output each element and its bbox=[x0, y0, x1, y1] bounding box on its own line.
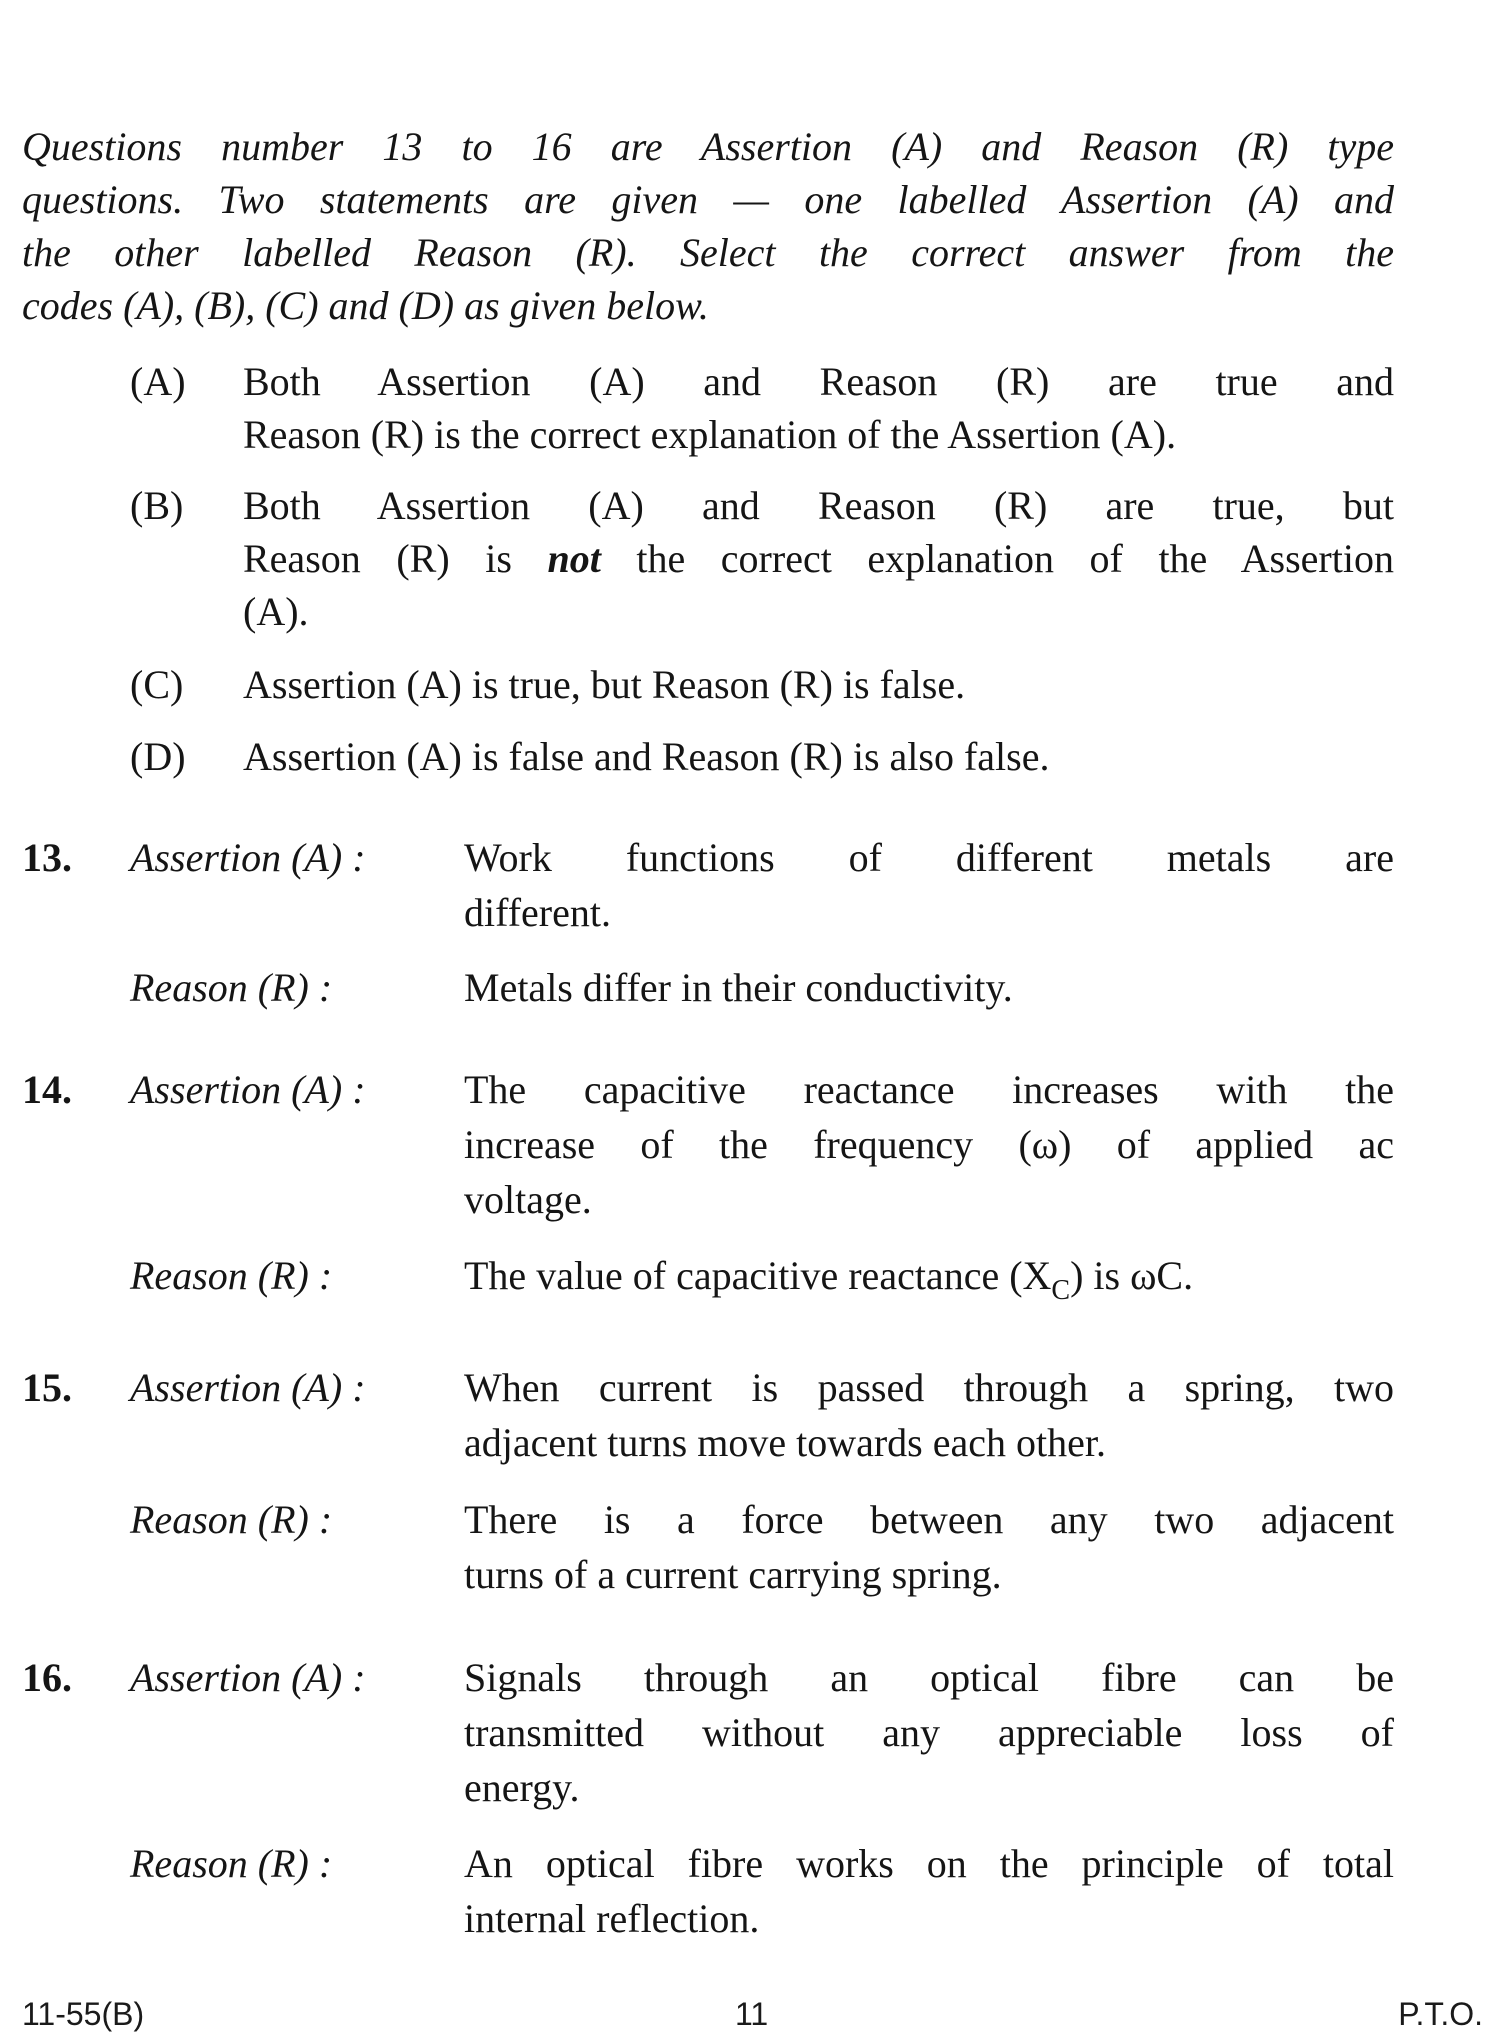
question-number: 16. bbox=[22, 1655, 72, 1700]
code-label: (C) bbox=[130, 662, 184, 707]
assertion-label: Assertion (A) : bbox=[130, 1655, 366, 1700]
code-label: (B) bbox=[130, 483, 184, 528]
assertion-text: Work functions of different metals are different. bbox=[464, 835, 1394, 935]
reason-text: There is a force between any two adjacent turns of a current carrying spring. bbox=[464, 1497, 1394, 1597]
emphasis-not: not bbox=[547, 536, 601, 581]
reason-label: Reason (R) : bbox=[130, 1253, 333, 1298]
code-text: Both Assertion (A) and Reason (R) are true, but bbox=[243, 483, 1394, 528]
assertion-label: Assertion (A) : bbox=[130, 1067, 366, 1112]
instructions-line: the other labelled Reason (R). Select the correct answer from the bbox=[22, 230, 1394, 275]
reason-label: Reason (R) : bbox=[130, 1841, 333, 1886]
instructions-line: codes (A), (B), (C) and (D) as given below. bbox=[22, 283, 709, 328]
question-number: 14. bbox=[22, 1067, 72, 1112]
code-text: Reason (R) is the correct explanation of the Assertion (A). bbox=[243, 412, 1177, 457]
instructions-line: questions. Two statements are given — one labelled Assertion (A) and bbox=[22, 177, 1394, 222]
reason-text: The value of capacitive reactance $(X_C)$ is ωC. bbox=[464, 1253, 1194, 1306]
question-number: 13. bbox=[22, 835, 72, 880]
reason-label: Reason (R) : bbox=[130, 965, 333, 1010]
reason-text: An optical fibre works on the principle of total internal reflection. bbox=[464, 1841, 1394, 1941]
assertion-label: Assertion (A) : bbox=[130, 835, 366, 880]
instructions-paragraph bbox=[22, 120, 1394, 332]
code-text: (A). bbox=[243, 589, 309, 634]
code-text: Assertion (A) is true, but Reason (R) is false. bbox=[243, 662, 966, 707]
page-number: 11 bbox=[735, 1996, 769, 2032]
paper-code: 11-55(B) bbox=[22, 1996, 145, 2032]
assertion-text: Signals through an optical fibre can be transmitted without any appreciable loss of energy. bbox=[464, 1655, 1394, 1810]
code-label: (D) bbox=[130, 734, 186, 779]
reason-text: Metals differ in their conductivity. bbox=[464, 965, 1013, 1010]
instructions-line: Questions number 13 to 16 are Assertion (A) and Reason (R) type bbox=[22, 124, 1394, 169]
assertion-text: The capacitive reactance increases with the increase of the frequency (ω) of applied ac voltage. bbox=[464, 1067, 1394, 1222]
assertion-label: Assertion (A) : bbox=[130, 1365, 366, 1410]
code-label: (A) bbox=[130, 359, 186, 404]
code-text: Assertion (A) is false and Reason (R) is also false. bbox=[243, 734, 1050, 779]
code-text: Both Assertion (A) and Reason (R) are true and bbox=[243, 359, 1394, 404]
pto-label: P.T.O. bbox=[1398, 1996, 1483, 2032]
code-text: Reason (R) is not the correct explanation of the Assertion bbox=[243, 536, 1394, 581]
question-number: 15. bbox=[22, 1365, 72, 1410]
reason-label: Reason (R) : bbox=[130, 1497, 333, 1542]
subscript-c: C bbox=[1051, 1275, 1071, 1306]
assertion-text: When current is passed through a spring, two adjacent turns move towards each other. bbox=[464, 1365, 1394, 1465]
